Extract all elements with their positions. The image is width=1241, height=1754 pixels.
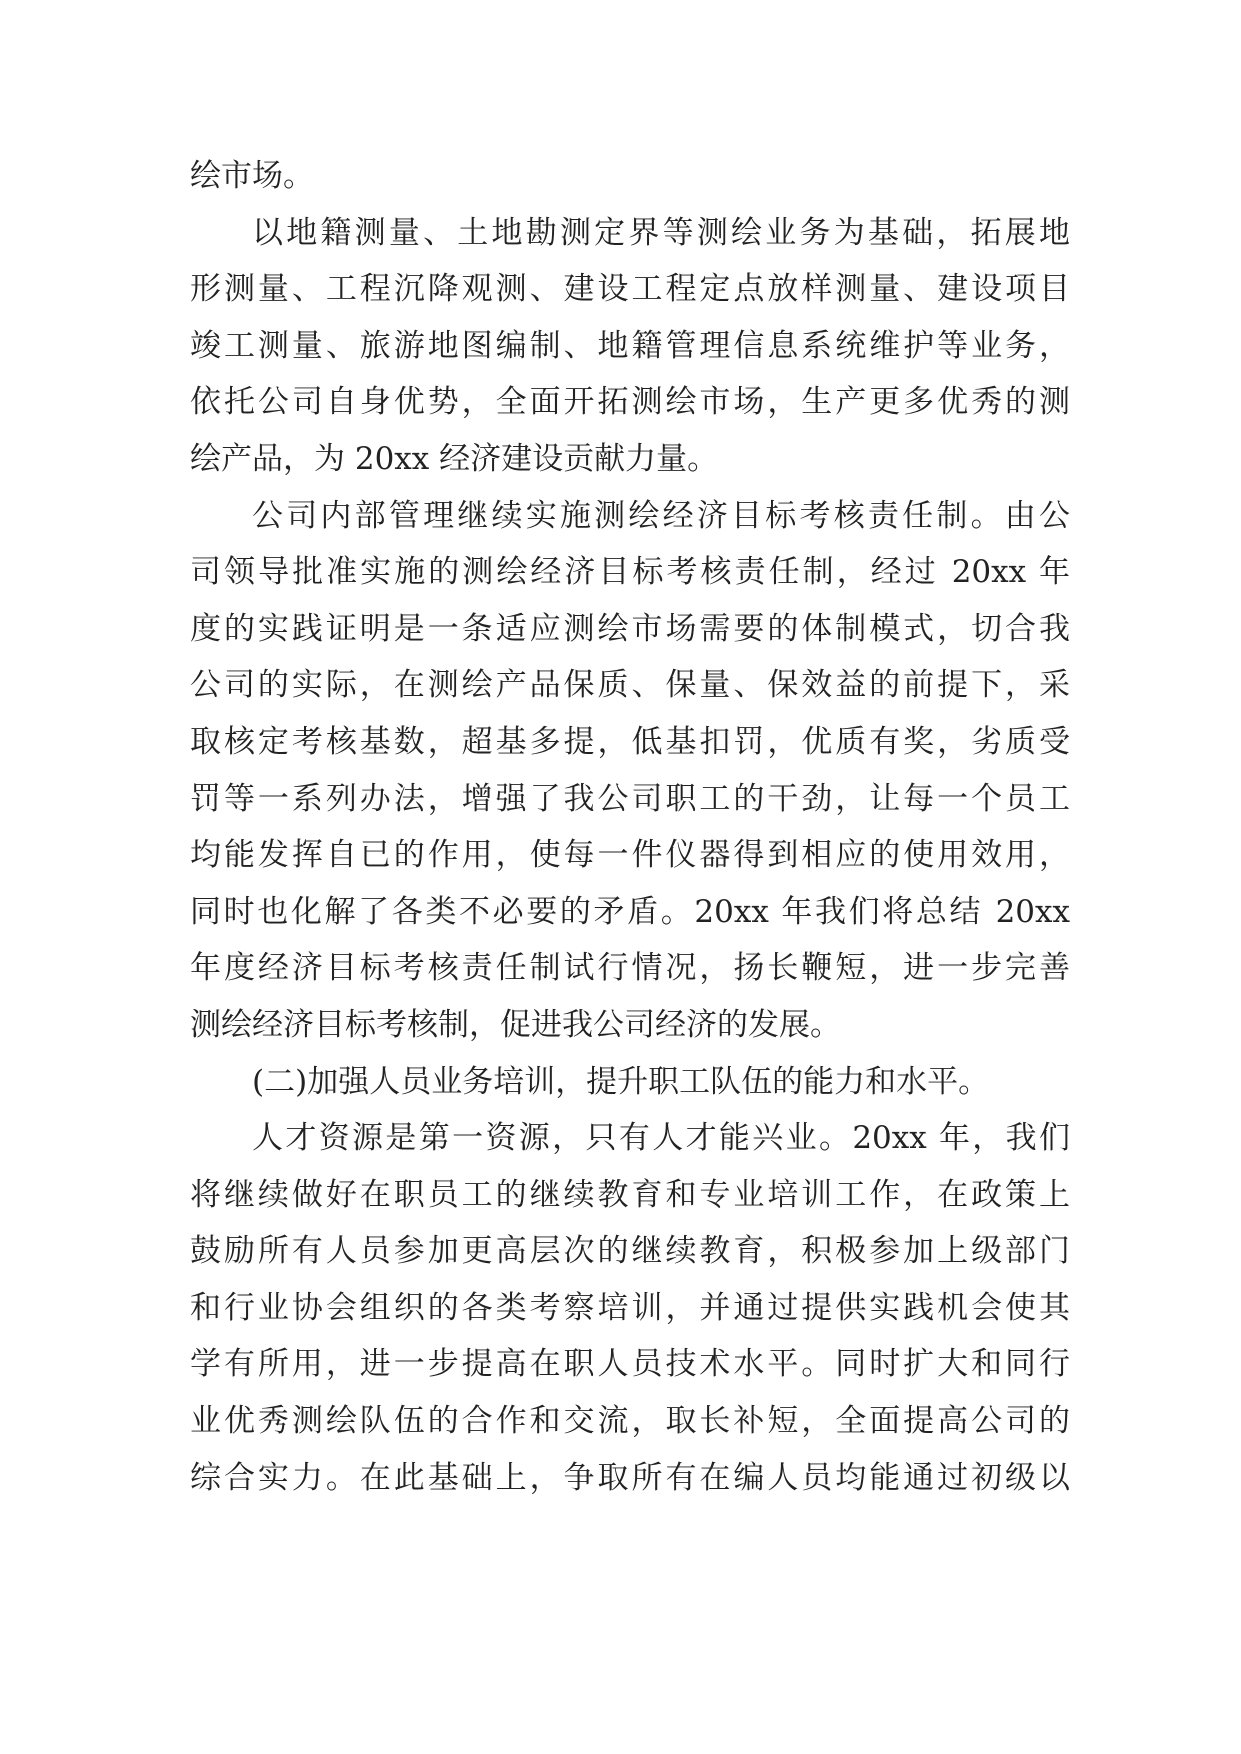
- text-line: 竣工测量、旅游地图编制、地籍管理信息系统维护等业务，: [190, 327, 1070, 364]
- text-line: 和行业协会组织的各类考察培训，并通过提供实践机会使其: [190, 1289, 1070, 1326]
- paragraph-first-line: 公司内部管理继续实施测绘经济目标考核责任制。由公: [252, 497, 1070, 534]
- text-line: 将继续做好在职员工的继续教育和专业培训工作，在政策上: [190, 1176, 1070, 1213]
- text-line: 公司的实际，在测绘产品保质、保量、保效益的前提下，采: [190, 667, 1070, 704]
- paragraph-first-line: 人才资源是第一资源，只有人才能兴业。20xx 年，我们: [252, 1120, 1070, 1157]
- text-line: 鼓励所有人员参加更高层次的继续教育，积极参加上级部门: [190, 1233, 1070, 1270]
- text-line: 测绘经济目标考核制，促进我公司经济的发展。: [190, 1006, 841, 1043]
- text-line: 绘产品，为 20xx 经济建设贡献力量。: [190, 440, 719, 477]
- text-line: 学有所用，进一步提高在职人员技术水平。同时扩大和同行: [190, 1346, 1070, 1383]
- text-line: 形测量、工程沉降观测、建设工程定点放样测量、建设项目: [190, 271, 1070, 308]
- text-line: 同时也化解了各类不必要的矛盾。20xx 年我们将总结 20xx: [190, 893, 1070, 930]
- text-line: 司领导批准实施的测绘经济目标考核责任制，经过 20xx 年: [190, 554, 1070, 591]
- text-line: 均能发挥自已的作用，使每一件仪器得到相应的使用效用，: [190, 837, 1070, 874]
- text-line: 综合实力。在此基础上，争取所有在编人员均能通过初级以: [190, 1459, 1070, 1496]
- section-heading: (二)加强人员业务培训，提升职工队伍的能力和水平。: [252, 1063, 990, 1100]
- text-line: 取核定考核基数，超基多提，低基扣罚，优质有奖，劣质受: [190, 723, 1070, 760]
- text-line: 绘市场。: [190, 158, 314, 194]
- text-line: 依托公司自身优势，全面开拓测绘市场，生产更多优秀的测: [190, 384, 1070, 421]
- text-line: 年度经济目标考核责任制试行情况，扬长鞭短，进一步完善: [190, 950, 1070, 987]
- text-line: 罚等一系列办法，增强了我公司职工的干劲，让每一个员工: [190, 780, 1070, 817]
- text-line: 度的实践证明是一条适应测绘市场需要的体制模式，切合我: [190, 610, 1070, 647]
- document-body: [190, 148, 1070, 1506]
- text-line: 业优秀测绘队伍的合作和交流，取长补短，全面提高公司的: [190, 1403, 1070, 1440]
- paragraph-first-line: 以地籍测量、土地勘测定界等测绘业务为基础，拓展地: [252, 214, 1070, 251]
